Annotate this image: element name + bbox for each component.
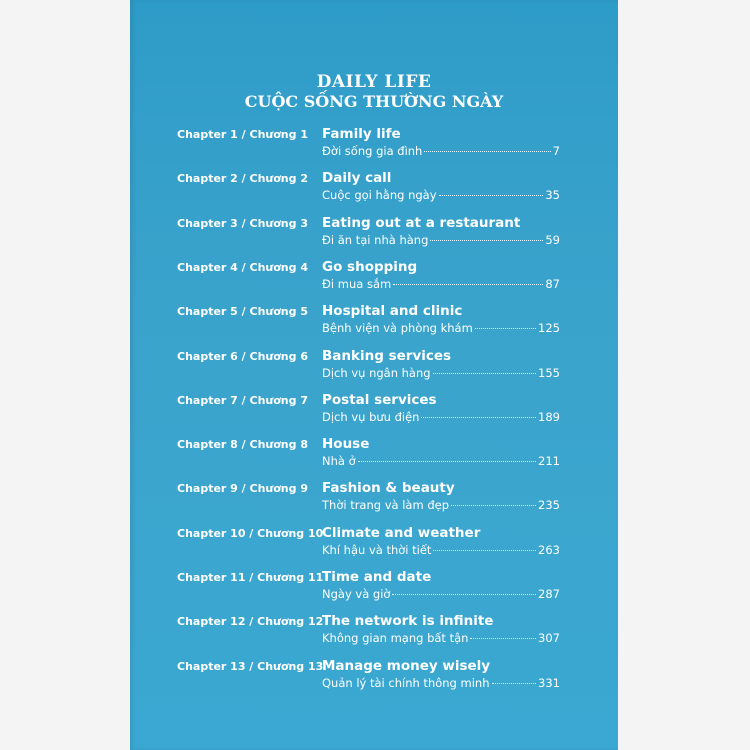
chapter-title: Daily call — [322, 170, 392, 187]
chapter-subtitle: Đời sống gia đình — [322, 144, 423, 158]
chapter-subtitle: Dịch vụ bưu điện — [322, 409, 420, 424]
dot-leader — [393, 284, 543, 285]
chapter-title: Manage money wisely — [322, 657, 491, 674]
chapter-subtitle-row — [322, 631, 560, 645]
chapter-subtitle: Đi mua sắm — [322, 276, 392, 291]
chapter-number: Chapter 13 / Chương 13 — [177, 659, 324, 673]
dot-leader — [475, 328, 536, 329]
dot-leader — [470, 638, 536, 639]
chapter-subtitle: Quản lý tài chính thông minh — [322, 675, 490, 690]
toc-entry — [130, 658, 618, 698]
chapter-title: Hospital and clinic — [322, 303, 463, 320]
toc-entry — [130, 436, 618, 476]
chapter-number: Chapter 10 / Chương 10 — [177, 526, 324, 540]
page-number: 189 — [538, 409, 560, 424]
chapter-subtitle-row — [322, 277, 560, 291]
chapter-subtitle-row — [322, 498, 560, 512]
chapter-subtitle: Ngày và giờ — [322, 587, 391, 601]
chapter-title: The network is infinite — [322, 613, 494, 630]
dot-leader — [430, 240, 543, 241]
dot-leader — [439, 195, 544, 196]
page-number: 59 — [545, 232, 560, 247]
chapter-title: Climate and weather — [322, 524, 481, 541]
chapter-subtitle-row — [322, 676, 560, 690]
toc-entry — [130, 525, 618, 565]
chapter-title: Banking services — [322, 347, 452, 364]
chapter-number: Chapter 1 / Chương 1 — [177, 128, 308, 141]
toc-entry — [130, 569, 618, 609]
chapter-title: Eating out at a restaurant — [322, 214, 521, 231]
chapter-subtitle-row — [322, 188, 560, 202]
table-of-contents — [130, 0, 618, 750]
page-subtitle: CUỘC SỐNG THƯỜNG NGÀY — [244, 92, 504, 111]
toc-entry — [130, 126, 618, 166]
chapter-subtitle-row — [322, 366, 560, 380]
chapter-number: Chapter 2 / Chương 2 — [177, 172, 308, 186]
toc-entry — [130, 480, 618, 520]
chapter-subtitle-row — [322, 454, 560, 468]
page-number: 7 — [552, 144, 560, 158]
dot-leader — [492, 683, 537, 684]
dot-leader — [424, 151, 550, 152]
toc-entry — [130, 392, 618, 432]
chapter-subtitle-row — [322, 144, 560, 158]
page-number: 35 — [545, 188, 560, 203]
chapter-number: Chapter 5 / Chương 5 — [177, 305, 308, 319]
page-number: 87 — [545, 276, 560, 291]
chapter-number: Chapter 4 / Chương 4 — [177, 260, 308, 274]
chapter-subtitle: Dịch vụ ngân hàng — [322, 365, 431, 380]
chapter-subtitle: Thời trang và làm đẹp — [322, 498, 450, 513]
chapter-subtitle-row — [322, 410, 560, 424]
chapter-number: Chapter 6 / Chương 6 — [177, 349, 308, 363]
chapter-subtitle-row — [322, 587, 560, 601]
dot-leader — [433, 550, 536, 551]
dot-leader — [433, 373, 536, 374]
chapter-number: Chapter 8 / Chương 8 — [177, 438, 308, 452]
toc-entry — [130, 259, 618, 299]
page-number: 287 — [538, 587, 560, 601]
dot-leader — [421, 417, 536, 418]
chapter-subtitle-row — [322, 321, 560, 335]
toc-entry — [130, 613, 618, 653]
page-number: 155 — [538, 365, 560, 380]
chapter-title: Time and date — [322, 569, 432, 585]
chapter-title: Fashion & beauty — [322, 480, 455, 497]
chapter-subtitle: Khí hậu và thời tiết — [322, 542, 432, 557]
chapter-subtitle: Cuộc gọi hằng ngày — [322, 188, 437, 203]
chapter-number: Chapter 7 / Chương 7 — [177, 393, 308, 407]
chapter-title: Family life — [322, 126, 401, 142]
book-page — [130, 0, 618, 750]
page-title: DAILY LIFE — [316, 72, 432, 92]
page-number: 331 — [538, 675, 560, 690]
toc-entry — [130, 303, 618, 343]
toc-entry — [130, 215, 618, 255]
chapter-title: Go shopping — [322, 258, 418, 275]
page-number: 307 — [538, 631, 560, 646]
chapter-subtitle-row — [322, 233, 560, 247]
dot-leader — [392, 594, 536, 595]
chapter-number: Chapter 12 / Chương 12 — [177, 615, 324, 629]
dot-leader — [451, 505, 536, 506]
chapter-subtitle: Đi ăn tại nhà hàng — [322, 232, 429, 247]
chapter-subtitle-row — [322, 543, 560, 557]
toc-entry — [130, 170, 618, 210]
chapter-subtitle: Bệnh viện và phòng khám — [322, 321, 473, 336]
chapter-subtitle: Không gian mạng bất tận — [322, 631, 469, 646]
chapter-number: Chapter 11 / Chương 11 — [177, 571, 324, 584]
chapter-title: Postal services — [322, 391, 437, 408]
page-number: 235 — [538, 498, 560, 513]
dot-leader — [358, 461, 536, 462]
chapter-number: Chapter 9 / Chương 9 — [177, 482, 308, 496]
page-number: 125 — [538, 321, 560, 336]
chapter-title: House — [322, 436, 370, 453]
toc-entry — [130, 348, 618, 388]
chapter-number: Chapter 3 / Chương 3 — [177, 216, 308, 230]
page-number: 263 — [538, 542, 560, 557]
page-number: 211 — [538, 454, 560, 469]
chapter-subtitle: Nhà ở — [322, 454, 356, 469]
